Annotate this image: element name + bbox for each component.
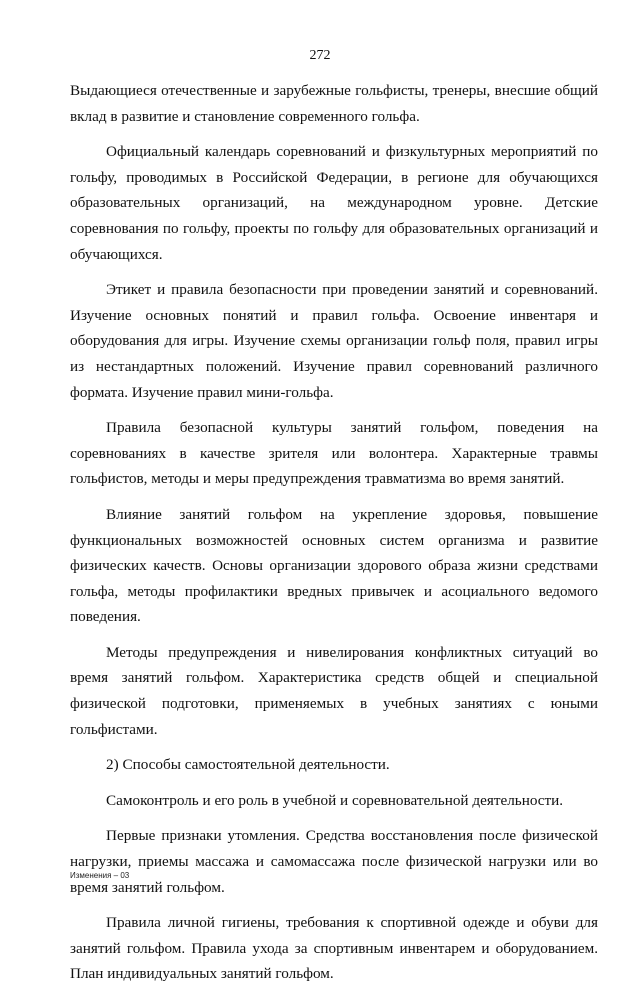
paragraph-outstanding-golfers: Выдающиеся отечественные и зарубежные гольфисты, тренеры, внесшие общий вклад в развитие и становление современного гольфа.	[70, 82, 598, 125]
paragraph-hygiene-rules: Правила личной гигиены, требования к спортивной одежде и обуви для занятий гольфом. Правила ухода за спортивным инвентарем и оборудованием. План индивидуальных занятий гольфом.	[70, 914, 598, 983]
section-heading-self-activity: 2) Способы самостоятельной деятельности.	[106, 756, 390, 774]
revision-footer: Изменения – 03	[70, 871, 130, 880]
paragraph-conflict-prevention: Методы предупреждения и нивелирования конфликтных ситуаций во время занятий гольфом. Характеристика средств общей и специальной физической подготовки, применяемых в учебных занятиях с юными гольфистами.	[70, 643, 598, 738]
paragraph-etiquette-safety: Этикет и правила безопасности при проведении занятий и соревнований. Изучение основных понятий и правил гольфа. Освоение инвентаря и оборудования для игры. Изучение схемы организации гольф поля, правил игры из нестандартных положений. Изучение правил соревнований различного формата. Изучение правил мини-гольфа.	[70, 281, 598, 401]
paragraph-safe-culture: Правила безопасной культуры занятий гольфом, поведения на соревнованиях в качестве зрителя или волонтера. Характерные травмы гольфистов, методы и меры предупреждения травматизма во время занятий.	[70, 419, 598, 488]
document-body	[70, 78, 598, 987]
paragraph-competition-calendar: Официальный календарь соревнований и физкультурных мероприятий по гольфу, проводимых в Российской Федерации, в регионе для обучающихся образовательных организаций, на международном уровне. Детские соревнования по гольфу, проекты по гольфу для образовательных организаций и обучающихся.	[70, 143, 598, 263]
paragraph-self-control: Самоконтроль и его роль в учебной и соревновательной деятельности.	[106, 791, 564, 809]
page-number: 272	[309, 48, 331, 63]
paragraph-health-influence: Влияние занятий гольфом на укрепление здоровья, повышение функциональных возможностей основных систем организма и развитие физических качеств. Основы организации здорового образа жизни средствами гольфа, методы профилактики вредных привычек и асоциального ведомого поведения.	[70, 505, 598, 626]
paragraph-fatigue-signs: Первые признаки утомления. Средства восстановления после физической нагрузки, приемы массажа и самомассажа после физической нагрузки или во время занятий гольфом.	[70, 827, 598, 896]
